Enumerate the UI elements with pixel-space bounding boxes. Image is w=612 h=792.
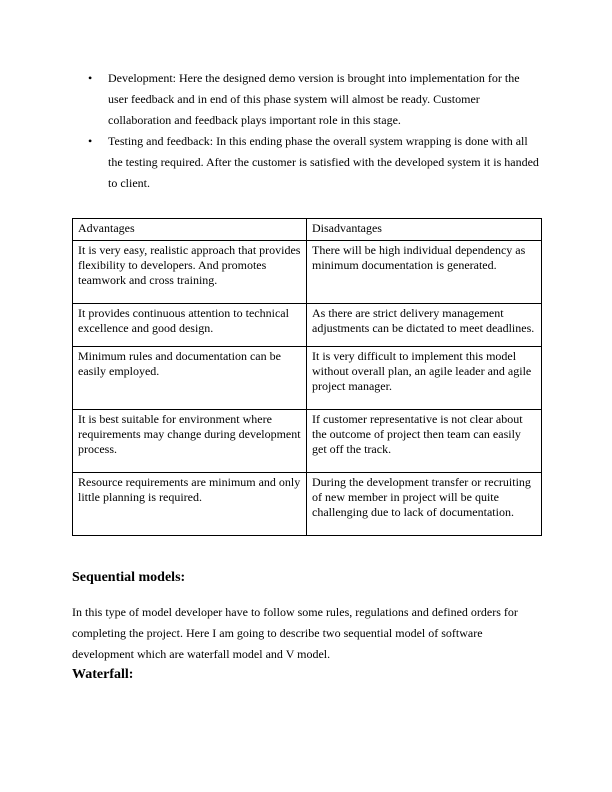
table-row [73, 473, 542, 536]
advantage-cell: Minimum rules and documentation can be easily employed. [73, 347, 307, 410]
bullet-text: Testing and feedback: In this ending phase the overall system wrapping is done with all the testing required. After the customer is satisfied with the developed system it is handed to client. [108, 134, 539, 190]
bullet-marker: • [88, 71, 93, 85]
disadvantage-cell: As there are strict delivery management adjustments can be dictated to meet deadlines. [307, 304, 542, 347]
disadvantage-cell: During the development transfer or recruiting of new member in project will be quite challenging due to lack of documentation. [307, 473, 542, 536]
table-header-row [73, 219, 542, 241]
bullet-text: Development: Here the designed demo version is brought into implementation for the user feedback and in end of this phase system will almost be ready. Customer collaboration and feedback plays important role in this stage. [108, 71, 520, 127]
header-advantages: Advantages [73, 219, 307, 241]
bullet-list [72, 68, 542, 194]
table-row [73, 304, 542, 347]
advantage-cell: It provides continuous attention to technical excellence and good design. [73, 304, 307, 347]
table-row [73, 410, 542, 473]
bullet-item-testing [72, 131, 542, 194]
advantage-cell: It is best suitable for environment where requirements may change during development process. [73, 410, 307, 473]
bullet-item-development [72, 68, 542, 131]
advantages-disadvantages-table [72, 218, 542, 536]
section-paragraph: In this type of model developer have to follow some rules, regulations and defined orders for completing the project. Here I am going to describe two sequential model of software development which are waterfall model and V model. [72, 605, 518, 661]
subsection-heading: Waterfall: [72, 667, 134, 682]
advantage-cell: Resource requirements are minimum and only little planning is required. [73, 473, 307, 536]
section-heading: Sequential models: [72, 570, 186, 585]
table-row [73, 241, 542, 304]
header-disadvantages: Disadvantages [307, 219, 542, 241]
table-row [73, 347, 542, 410]
disadvantage-cell: It is very difficult to implement this model without overall plan, an agile leader and agile project manager. [307, 347, 542, 410]
disadvantage-cell: If customer representative is not clear about the outcome of project then team can easily get off the track. [307, 410, 542, 473]
advantage-cell: It is very easy, realistic approach that provides flexibility to developers. And promotes teamwork and cross training. [73, 241, 307, 304]
bullet-marker: • [88, 134, 93, 148]
disadvantage-cell: There will be high individual dependency as minimum documentation is generated. [307, 241, 542, 304]
